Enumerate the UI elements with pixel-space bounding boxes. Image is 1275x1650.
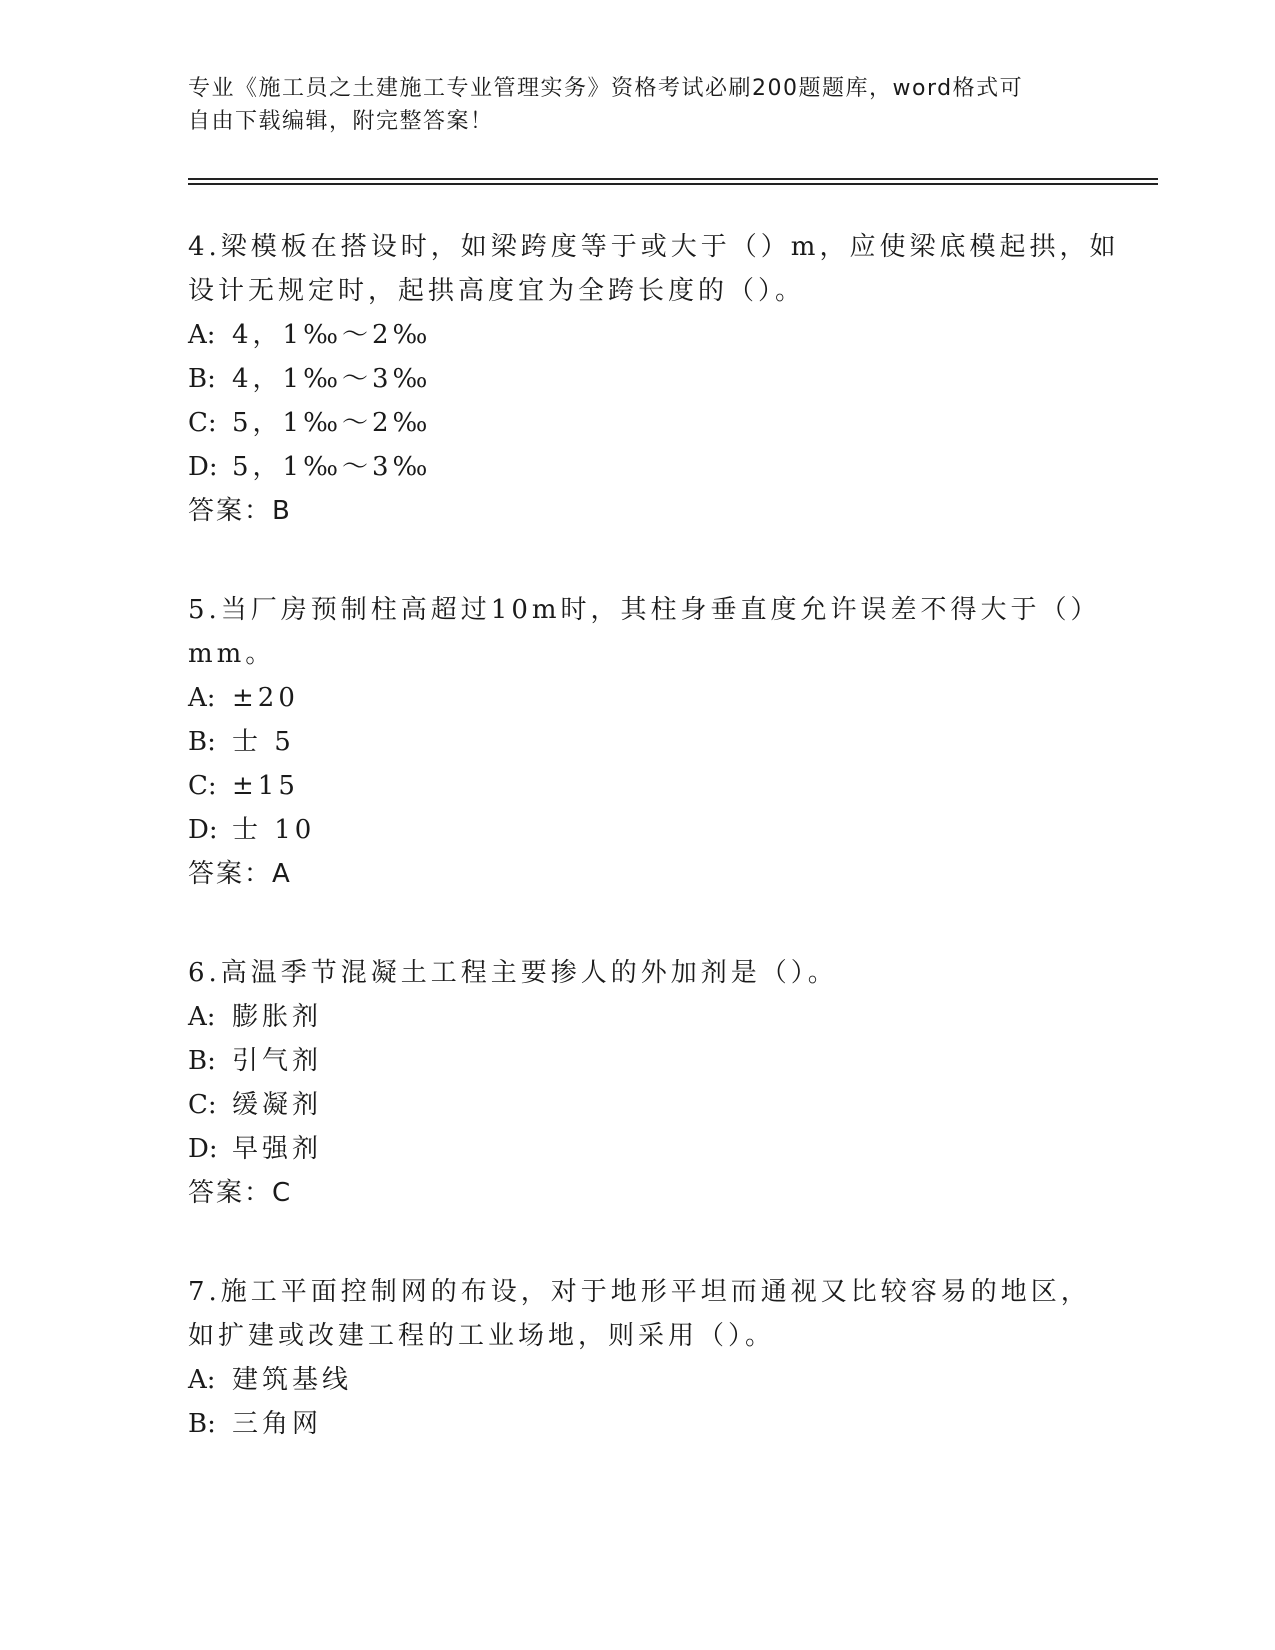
question-5-option-b (188, 727, 295, 757)
question-7-option-a (188, 1365, 352, 1395)
option-text: 缓凝剂 (232, 1090, 323, 1120)
option-label: C: (188, 408, 217, 438)
option-label: D: (188, 452, 218, 482)
option-text: ±15 (232, 771, 299, 801)
question-7-line-1: 7.施工平面控制网的布设，对于地形平坦而通视又比较容易的地区， (188, 1277, 1091, 1307)
option-label: B: (188, 364, 216, 394)
option-text: 建筑基线 (232, 1365, 353, 1395)
option-text: 三角网 (232, 1409, 323, 1439)
question-7-option-b (188, 1409, 322, 1439)
header-line-2: 自由下载编辑，附完整答案！ (188, 109, 494, 134)
option-label: B: (188, 1046, 216, 1076)
question-7-line-2: 如扩建或改建工程的工业场地，则采用（）。 (188, 1321, 776, 1351)
question-4-option-d (188, 452, 431, 482)
option-text: 5，1‰～3‰ (232, 452, 432, 482)
option-label: B: (188, 1409, 216, 1439)
option-label: C: (188, 771, 217, 801)
option-label: B: (188, 727, 216, 757)
option-text: ±20 (232, 683, 299, 713)
question-6-option-b (188, 1046, 322, 1076)
option-label: D: (188, 1134, 218, 1164)
document-header (188, 72, 1088, 138)
header-line-1: 专业《施工员之土建施工专业管理实务》资格考试必刷200题题库，word格式可 (188, 76, 1024, 101)
question-5-option-c (188, 771, 299, 801)
question-4-option-c (188, 408, 431, 438)
option-text: 5，1‰～2‰ (232, 408, 432, 438)
header-divider-top (188, 178, 1158, 180)
option-text: 引气剂 (232, 1046, 323, 1076)
question-6-line-1: 6.高温季节混凝土工程主要掺人的外加剂是（）。 (188, 958, 838, 988)
option-label: C: (188, 1090, 217, 1120)
question-6-option-a (188, 1002, 322, 1032)
question-4-answer: 答案：B (188, 496, 292, 526)
header-divider-bottom (188, 183, 1158, 185)
question-5-line-1: 5.当厂房预制柱高超过10m时，其柱身垂直度允许误差不得大于（） (188, 595, 1101, 625)
option-label: A: (188, 1002, 216, 1032)
option-label: A: (188, 320, 216, 350)
question-5-option-a (188, 683, 299, 713)
question-4-option-a (188, 320, 431, 350)
option-text: 早强剂 (232, 1134, 323, 1164)
question-4-option-b (188, 364, 431, 394)
question-6-answer: 答案：C (188, 1178, 293, 1208)
question-5-line-2: mm。 (188, 639, 276, 669)
question-4-line-1: 4.梁模板在搭设时，如梁跨度等于或大于（）m，应使梁底模起拱，如 (188, 232, 1120, 262)
option-text: 士 10 (232, 815, 316, 845)
option-text: 4，1‰～3‰ (232, 364, 432, 394)
question-5-option-d (188, 815, 315, 845)
question-5-answer: 答案：A (188, 859, 292, 889)
option-text: 士 5 (232, 727, 295, 757)
option-label: A: (188, 1365, 216, 1395)
question-6-option-c (188, 1090, 322, 1120)
option-text: 4，1‰～2‰ (232, 320, 432, 350)
option-label: A: (188, 683, 216, 713)
option-label: D: (188, 815, 218, 845)
question-4-line-2: 设计无规定时，起拱高度宜为全跨长度的（）。 (188, 276, 806, 306)
option-text: 膨胀剂 (232, 1002, 323, 1032)
question-6-option-d (188, 1134, 322, 1164)
